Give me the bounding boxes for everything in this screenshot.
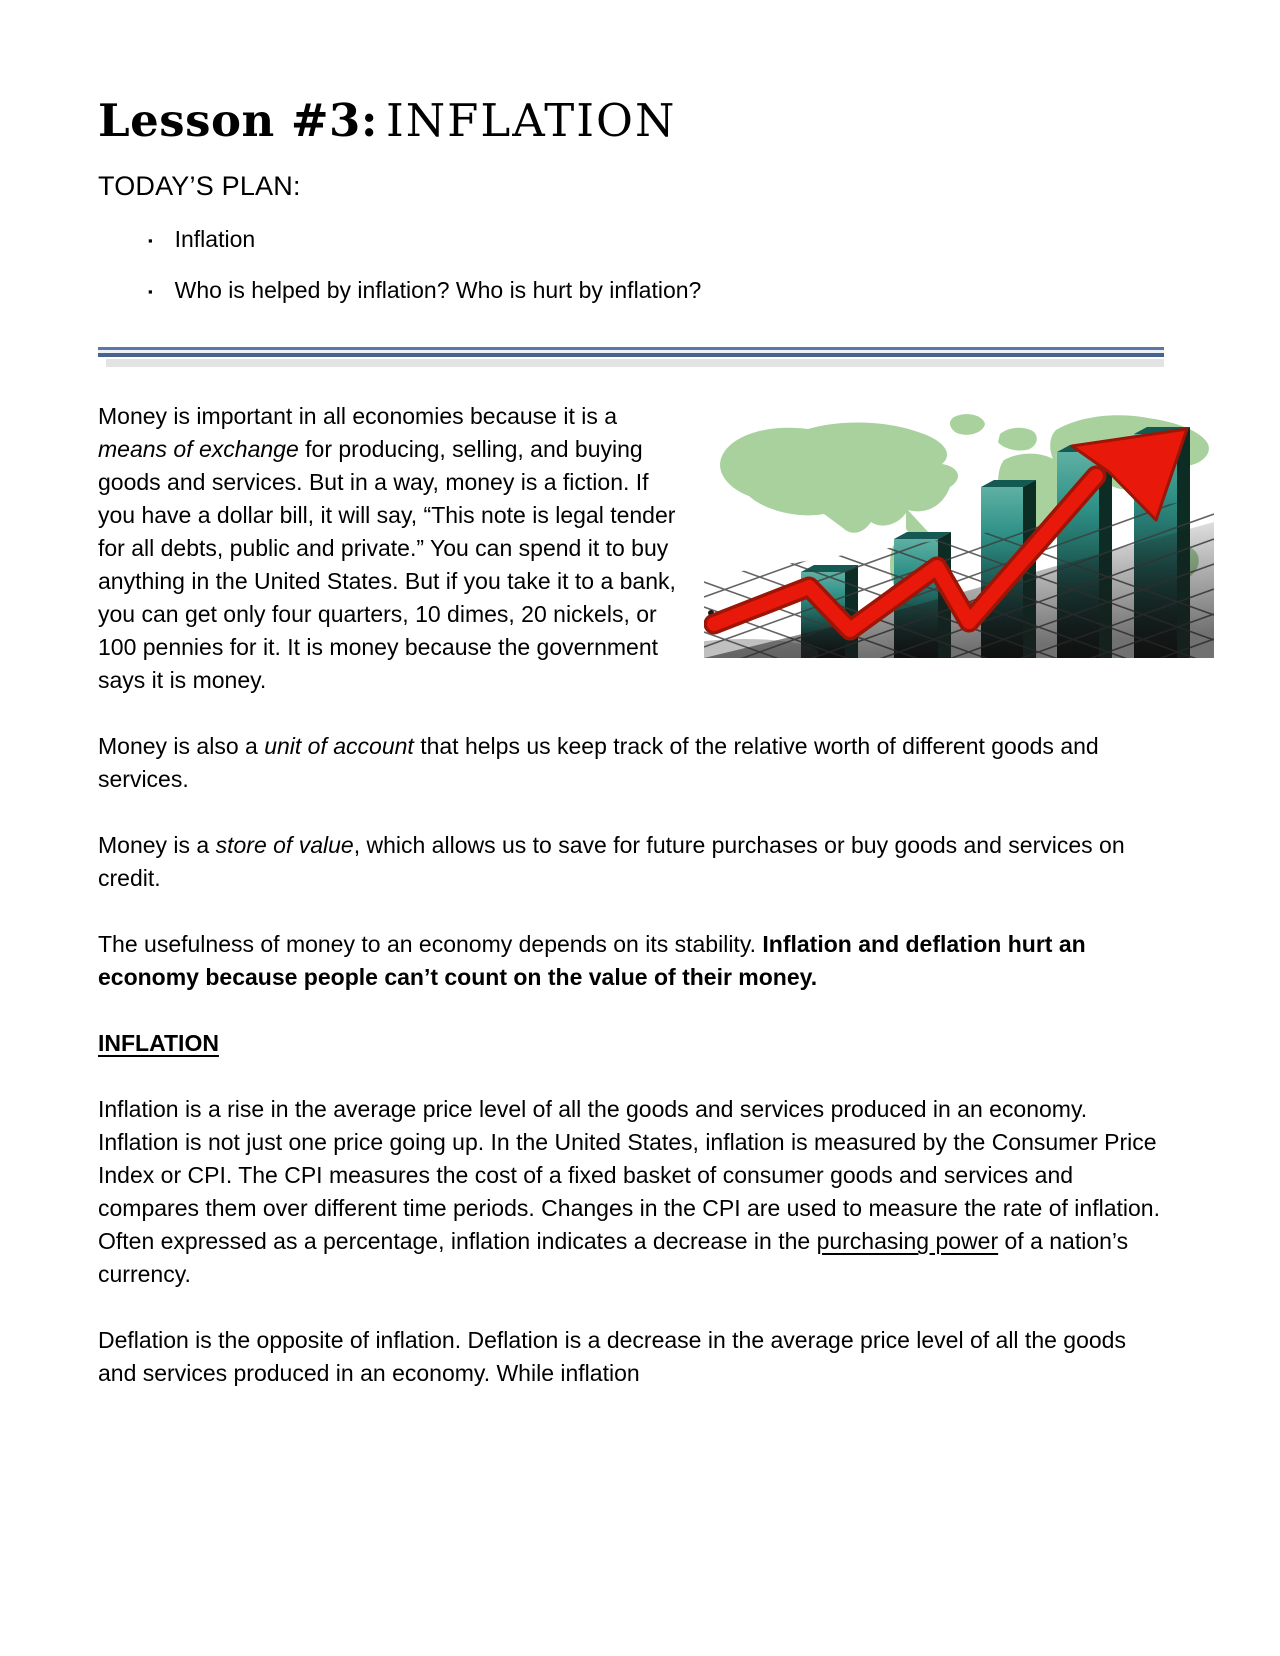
paragraph-store-of-value — [98, 829, 1164, 895]
plan-item-label: Inflation — [174, 226, 256, 253]
rising-bars-arrow-graphic — [704, 402, 1214, 658]
paragraph-text: Inflation is a rise in the average price level of all the goods and services produced in an economy. Inflation is not just one price going up. In the United States, inflation is measured by the Consumer Price Index or CPI. The CPI measures the cost of a fixed basket of consumer goods and services and compares them over different time periods. Changes in the CPI are used to measure the rate of inflation. Often expressed as a percentage, inflation indicates a decrease in the — [98, 1096, 1160, 1255]
page-title-emphasis: INFLATION — [385, 94, 677, 147]
paragraph-unit-of-account — [98, 730, 1164, 796]
paragraph-text: Money is a — [98, 832, 216, 859]
paragraph-inflation-definition — [98, 1093, 1164, 1291]
todays-plan-list — [148, 224, 1164, 309]
paragraph-text: that helps us keep track of the relative worth of different goods and services. — [98, 733, 1099, 793]
paragraph-text: , which allows us to save for future purchases or buy goods and services on credit. — [98, 832, 1125, 892]
paragraph-stability — [98, 928, 1164, 994]
paragraph-text: Money is important in all economies because it is a — [98, 403, 618, 430]
divider-shadow — [106, 359, 1164, 367]
paragraph-text: Money is also a — [98, 733, 265, 760]
section-divider — [98, 347, 1164, 367]
todays-plan-heading: TODAY’S PLAN: — [98, 171, 301, 202]
term-store-of-value: store of value — [215, 832, 354, 859]
divider-line-thick — [98, 353, 1164, 357]
term-means-of-exchange: means of exchange — [98, 436, 299, 463]
paragraph-deflation-definition: Deflation is the opposite of inflation. Deflation is a decrease in the average price level of all the goods and services produced in an economy. While inflation — [98, 1327, 1126, 1387]
page-title-lead: Lesson #3: — [98, 94, 378, 147]
inflation-chart-illustration — [704, 402, 1214, 658]
term-unit-of-account: unit of account — [264, 733, 414, 760]
list-item — [148, 224, 1164, 258]
paragraph-text: The usefulness of money to an economy depends on its stability. — [98, 931, 763, 958]
square-bullet-icon: ▪ — [148, 284, 153, 300]
emphasis-inflation-deflation: Inflation and deflation hurt an economy because people can’t count on the value of their money. — [98, 931, 1086, 991]
body-text — [98, 400, 1164, 1390]
term-purchasing-power: purchasing power — [816, 1228, 999, 1255]
paragraph-text: of a nation’s currency. — [98, 1228, 1129, 1288]
plan-item-label: Who is helped by inflation? Who is hurt by inflation? — [174, 277, 702, 304]
paragraph-money-importance — [98, 400, 1164, 697]
inflation-heading-text: INFLATION — [98, 1030, 219, 1057]
paragraph-text: for producing, selling, and buying goods and services. But in a way, money is a fiction. If you have a dollar bill, it will say, “This note is legal tender for all debts, public and private.” You can spend it to buy anything in the United States. But if you take it to a bank, you can get only four quarters, 10 dimes, 20 nickels, or 100 pennies for it. It is money because the government says it is money. — [98, 436, 676, 694]
square-bullet-icon: ▪ — [148, 233, 153, 249]
inflation-section-heading — [98, 1027, 1164, 1060]
list-item — [148, 275, 1164, 309]
page-title — [98, 94, 1164, 147]
